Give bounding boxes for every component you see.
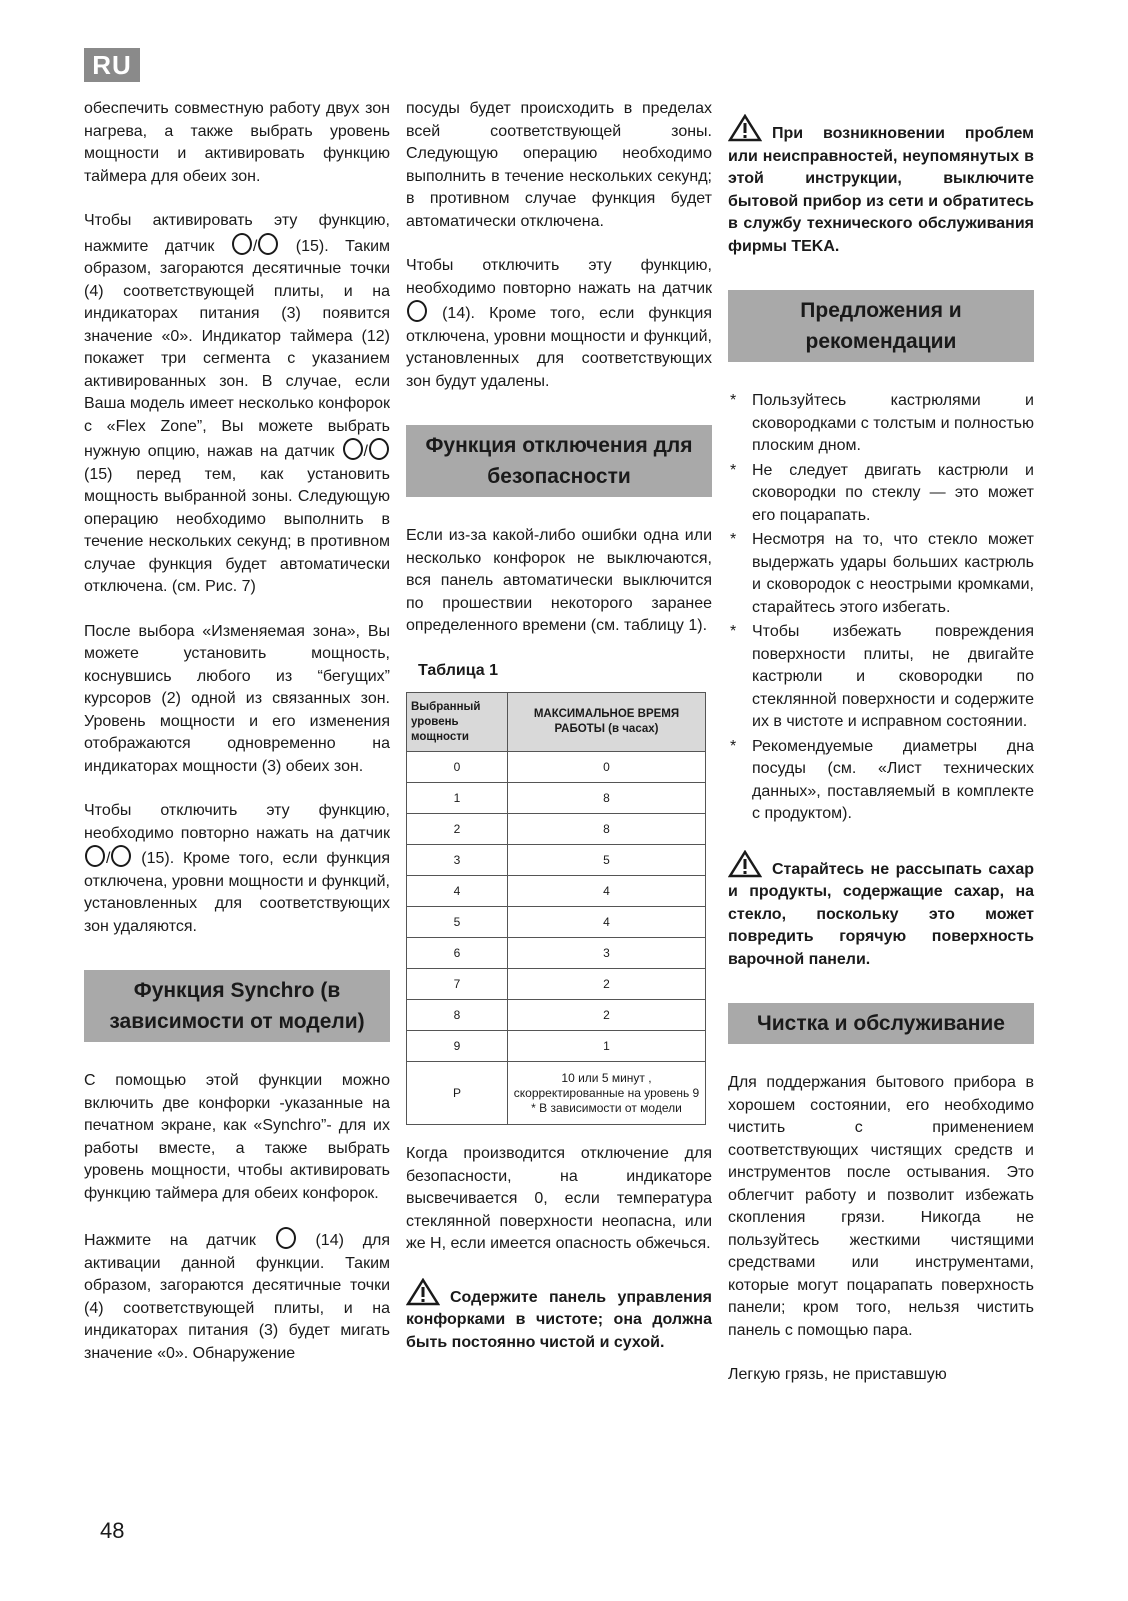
warning-note: Содержите панель управления конфорками в чистоте; она должна быть постоянно чистой и сухой.	[406, 1278, 712, 1355]
flex-zone-sensor-icon	[258, 233, 278, 255]
section-heading-synchro: Функция Synchro (в зависимости от модели)	[84, 970, 390, 1042]
flex-zone-sensor-icon	[343, 438, 363, 460]
warning-triangle-icon	[728, 850, 762, 878]
paragraph: После выбора «Изменяемая зона», Вы можете установить мощность, коснувшись любого из “бегущих” курсоров (2) одной из связанных зон. Уровень мощности и его изменения отображаются одновременно на индикаторах мощности (3) обеих зон.	[84, 622, 390, 775]
table-row: 6 3	[407, 938, 706, 969]
warning-triangle-icon	[728, 114, 762, 142]
warning-triangle-icon	[406, 1278, 440, 1306]
table-row: 7 2	[407, 969, 706, 1000]
table-row: 9 1	[407, 1031, 706, 1062]
recommendations-list	[728, 390, 1034, 826]
table-row: 2 8	[407, 814, 706, 845]
table-header-time: МАКСИМАЛЬНОЕ ВРЕМЯ РАБОТЫ (в часах)	[508, 693, 706, 752]
flex-zone-sensor-icon	[369, 438, 389, 460]
table-row: 3 5	[407, 845, 706, 876]
paragraph: Для поддержания бытового прибора в хорошем состоянии, его необходимо чистить с применением соответствующих чистящих средств и инструментов после остывания. Это облегчит работу и позволит избежать скопления грязи. Никогда не пользуйтесь жесткими чистящими средствами или инструментами, которые могут поцарапать поверхность панели; кром того, нельзя чистить панель с помощью пара.	[728, 1074, 1034, 1339]
section-heading-safety: Функция отключения для безопасности	[406, 425, 712, 497]
flex-zone-sensor-icon	[111, 845, 131, 867]
flex-zone-sensor-icon	[85, 845, 105, 867]
paragraph: посуды будет происходить в пределах всей соответствующей зоны. Следующую операцию необходимо выполнить в течение нескольких секунд; в противном случае функция будет автоматически отключена.	[406, 100, 712, 230]
flex-zone-sensor-icon	[232, 233, 252, 255]
paragraph: Легкую грязь, не приставшую	[728, 1366, 947, 1383]
section-heading-cleaning: Чистка и обслуживание	[728, 1003, 1034, 1044]
language-badge: RU	[84, 48, 140, 82]
paragraph: Чтобы активировать эту функцию, нажмите датчик / (15). Таким образом, загораются десятичные точки (4) соответствующей плиты, и на индикаторах питания (3) появится значение «0». Индикатор таймера (12) покажет три сегмента с указанием активированных зон. В случае, если Ваша модель имеет несколько конфорок с «Flex Zone”, Вы можете выбрать нужную опцию, нажав на датчик / (15) перед тем, как установить мощность выбранной зоны. Следующую операцию необходимо выполнить в течение нескольких секунд; в противном случае функция будет автоматически отключена. (см. Рис. 7)	[84, 212, 391, 595]
synchro-sensor-icon	[276, 1227, 296, 1249]
synchro-sensor-icon	[407, 300, 427, 322]
list-item: * Чтобы избежать повреждения поверхности плиты, не двигайте кастрюли и сковородки по стеклянной поверхности и содержите их в чистоте и исправном состоянии.	[728, 621, 1034, 734]
table-row: 5 4	[407, 907, 706, 938]
table-row: 8 2	[407, 1000, 706, 1031]
paragraph: Нажмите на датчик (14) для активации данной функции. Таким образом, загораются десятичные точки (4) соответствующей плиты, и на индикаторах питания (3) будет мигать значение «0». Обнаружение	[84, 1227, 390, 1365]
max-operating-time-table	[406, 692, 706, 1125]
paragraph: Чтобы отключить эту функцию, необходимо повторно нажать на датчик / (15). Кроме того, если функция отключена, уровни мощности и функций, установленных для соответствующих зон удаляются.	[84, 802, 391, 935]
warning-note: Старайтесь не рассыпать сахар и продукты, содержащие сахар, на стекло, поскольку это может повредить горячую поверхность варочной панели.	[728, 850, 1034, 972]
column-2	[406, 98, 712, 1376]
paragraph: Если из-за какой-либо ошибки одна или несколько конфорок не выключаются, вся панель автоматически выключится по прошествии некоторого заранее определенного времени (см. таблицу 1).	[406, 527, 712, 634]
table-row: 0 0	[407, 752, 706, 783]
warning-note: При возникновении проблем или неисправностей, неупомянутых в этой инструкции, выключите бытовой прибор из сети и обратитесь в службу технического обслуживания фирмы TEKA.	[728, 114, 1034, 258]
list-item: * Несмотря на то, что стекло может выдержать удары больших кастрюль и сковородок с неострыми кромками, старайтесь этого избегать.	[728, 529, 1034, 619]
page-number: 48	[100, 1518, 125, 1543]
table-row: 1 8	[407, 783, 706, 814]
paragraph: С помощью этой функции можно включить две конфорки -указанные на печатном экране, как «Synchro”- для их работы вместе, а также выбрать уровень мощности, чтобы активировать функцию таймера для обеих конфорок.	[84, 1072, 390, 1202]
paragraph: Чтобы отключить эту функцию, необходимо повторно нажать на датчик (14). Кроме того, если функция отключена, уровни мощности и функций, установленных для соответствующих зон будут удалены.	[406, 257, 712, 390]
column-1	[84, 98, 390, 1387]
list-item: * Не следует двигать кастрюли и сковородки по стеклу — это может его поцарапать.	[728, 460, 1034, 528]
table-row: 4 4	[407, 876, 706, 907]
column-3	[728, 98, 1034, 1409]
paragraph: обеспечить совместную работу двух зон нагрева, а также выбрать уровень мощности и активировать функцию таймера для обеих зон.	[84, 100, 390, 185]
table-caption: Таблица 1	[418, 661, 499, 679]
paragraph: Когда производится отключение для безопасности, на индикаторе высвечивается 0, если температура стеклянной поверхности неопасна, или же H, если имеется опасность обжечься.	[406, 1145, 712, 1252]
table-header-level: Выбранный уровень мощности	[407, 693, 508, 752]
section-heading-recommendations: Предложения и рекомендации	[728, 290, 1034, 362]
list-item: * Пользуйтесь кастрюлями и сковородками с толстым и полностью плоским дном.	[728, 390, 1034, 458]
list-item: * Рекомендуемые диаметры дна посуды (см. «Лист технических данных», поставляемый в комплекте с продуктом).	[728, 736, 1034, 826]
table-row: P 10 или 5 минут , скорректированные на уровень 9 * В зависимости от модели	[407, 1062, 706, 1125]
